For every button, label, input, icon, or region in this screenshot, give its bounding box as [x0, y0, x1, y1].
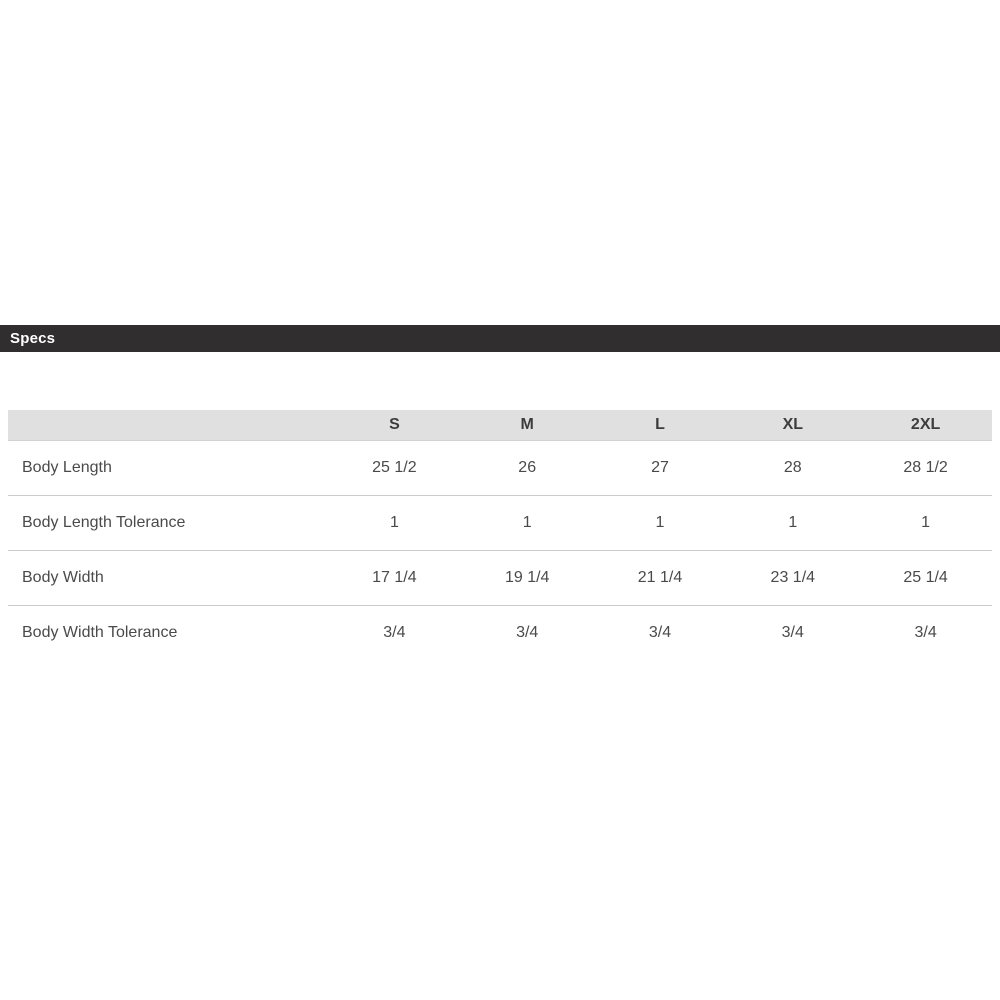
spec-value: 27 [594, 440, 727, 495]
column-header-m: M [461, 410, 594, 440]
spec-value: 25 1/2 [328, 440, 461, 495]
spec-value: 28 [726, 440, 859, 495]
spec-value: 3/4 [648, 623, 672, 641]
row-label: Body Length Tolerance [8, 495, 328, 550]
spec-value: 25 1/4 [859, 550, 992, 605]
spec-value: 3/4 [516, 623, 539, 641]
table-row [8, 495, 992, 550]
spec-value: 1 [859, 495, 992, 550]
specs-section-title: Specs [10, 330, 56, 347]
spec-value: 3/4 [383, 623, 406, 641]
row-label: Body Length [8, 440, 328, 495]
spec-value: 28 1/2 [859, 440, 992, 495]
spec-value: 21 1/4 [594, 550, 727, 605]
spec-value: 23 1/4 [726, 550, 859, 605]
column-header-s: S [328, 410, 461, 440]
column-header-l: L [594, 410, 727, 440]
spec-value: 1 [594, 495, 727, 550]
spec-table-header-row [8, 410, 992, 440]
column-header-xl: XL [726, 410, 859, 440]
column-header-empty [8, 410, 328, 440]
specs-section-header [0, 325, 1000, 352]
spec-table [8, 410, 992, 660]
spec-value: 3/4 [914, 623, 937, 641]
spec-table-container [8, 410, 992, 660]
spec-value: 17 1/4 [328, 550, 461, 605]
column-header-2xl: 2XL [859, 410, 992, 440]
spec-value: 1 [328, 495, 461, 550]
spec-value: 19 1/4 [461, 550, 594, 605]
table-row [8, 605, 992, 660]
table-row [8, 550, 992, 605]
spec-value: 1 [461, 495, 594, 550]
row-label: Body Width [8, 550, 328, 605]
row-label: Body Width Tolerance [22, 623, 178, 641]
spec-value: 26 [461, 440, 594, 495]
spec-value: 3/4 [781, 623, 804, 641]
spec-value: 1 [726, 495, 859, 550]
table-row [8, 440, 992, 495]
spec-table-body [8, 440, 992, 660]
